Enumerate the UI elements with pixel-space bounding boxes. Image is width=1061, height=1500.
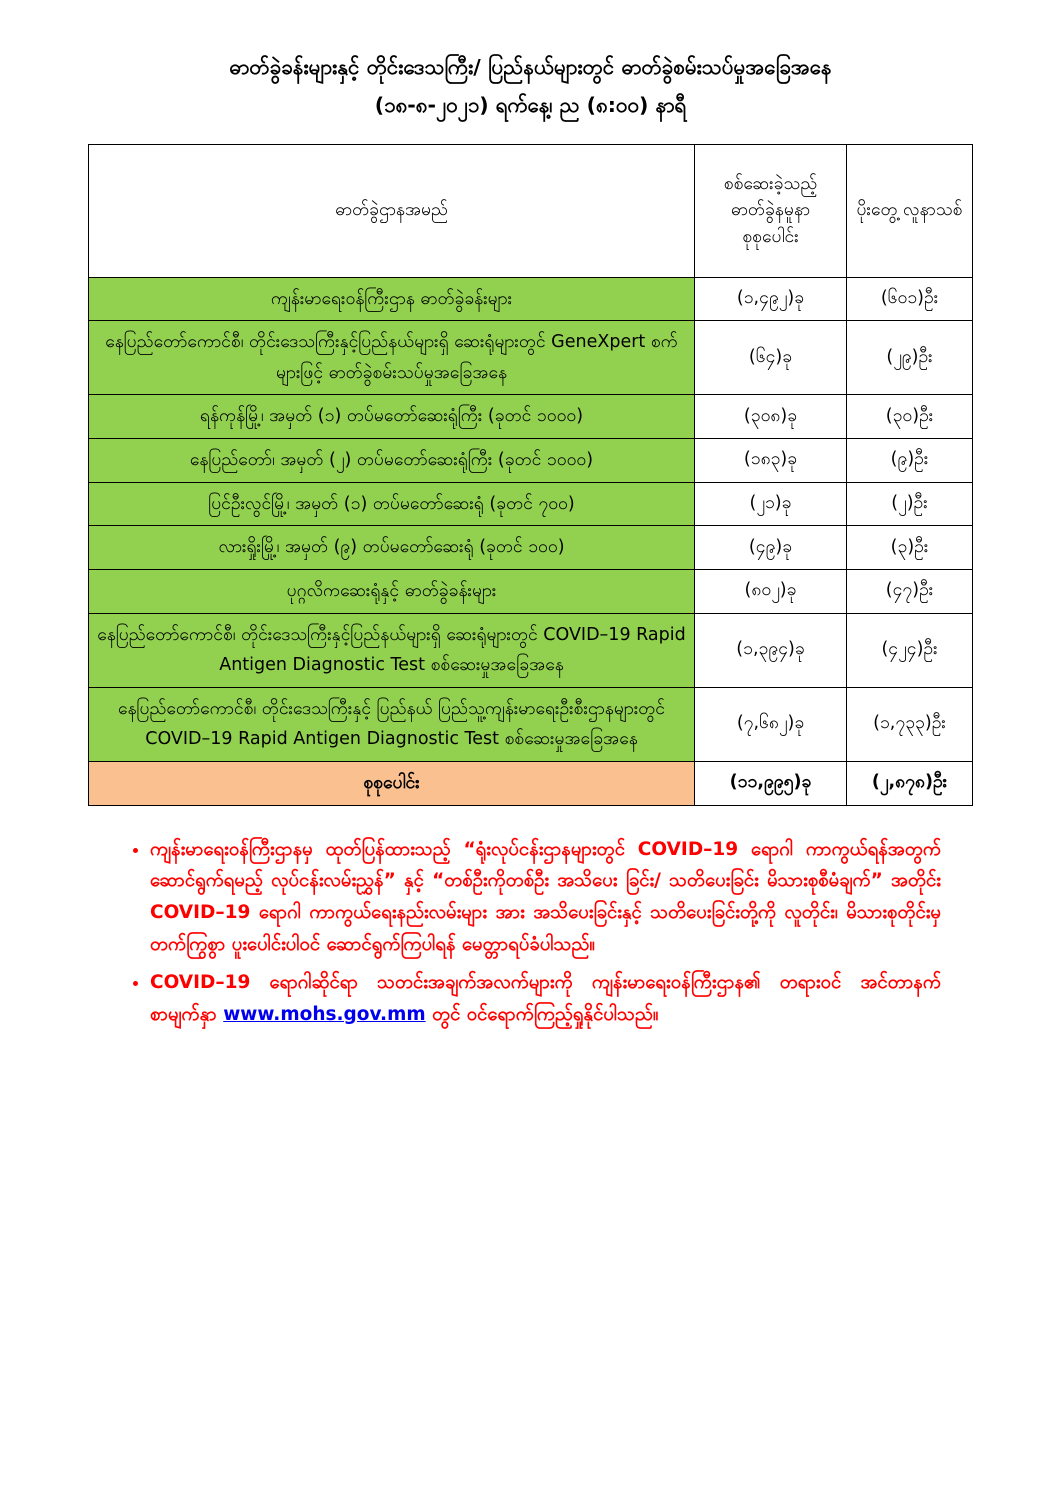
note-text-before-link: COVID–19 ရောဂါဆိုင်ရာ သတင်းအချက်အလက်များကို ကျန်းမာရေးဝန်ကြီးဌာန၏ တရားဝင် အင်တာနက်စာမျက်နှာ xyxy=(150,971,941,1025)
cell-total-tests: (၈၀၂)ခု xyxy=(695,569,847,613)
cell-total-cases: (၂,၈၇၈)ဦး xyxy=(847,762,973,806)
cell-new-cases: (၉)ဦး xyxy=(847,439,973,483)
cell-lab-name: နေပြည်တော်၊ အမှတ် (၂) တပ်မတော်ဆေးရုံကြီး (ခုတင် ၁၀၀၀) xyxy=(89,439,695,483)
cell-new-cases: (၃၀)ဦး xyxy=(847,395,973,439)
notes-list xyxy=(120,834,941,1031)
column-header-lab-name: ဓာတ်ခွဲဌာနအမည် xyxy=(89,144,695,277)
cell-total-tests: (၆၄)ခု xyxy=(695,321,847,395)
document-title-block xyxy=(58,52,1003,122)
table-total-row xyxy=(89,762,973,806)
cell-new-cases: (၃)ဦး xyxy=(847,526,973,570)
cell-new-cases: (၄၂၄)ဦး xyxy=(847,613,973,687)
notes-section xyxy=(120,834,941,1031)
cell-new-cases: (၄၇)ဦး xyxy=(847,569,973,613)
cell-lab-name: ရန်ကုန်မြို့၊ အမှတ် (၁) တပ်မတော်ဆေးရုံကြီး (ခုတင် ၁၀၀၀) xyxy=(89,395,695,439)
cell-lab-name: နေပြည်တော်ကောင်စီ၊ တိုင်းဒေသကြီးနှင့် ပြည်နယ် ပြည်သူ့ကျန်းမာရေးဦးစီးဌာနများတွင် COVID–19 Rapid Antigen Diagnostic Test စစ်ဆေးမှုအခြေအနေ xyxy=(89,687,695,761)
table-row xyxy=(89,482,973,526)
cell-total-tests: (၄၉)ခု xyxy=(695,526,847,570)
table-row xyxy=(89,613,973,687)
table-row xyxy=(89,439,973,483)
cell-lab-name: ပြင်ဦးလွင်မြို့၊ အမှတ် (၁) တပ်မတော်ဆေးရုံ (ခုတင် ၇၀၀) xyxy=(89,482,695,526)
table-row xyxy=(89,395,973,439)
mohs-website-link[interactable]: www.mohs.gov.mm xyxy=(223,1003,426,1025)
page-subtitle-datetime: (၁၈-၈-၂၀၂၁) ရက်နေ့၊ ည (၈:၀၀) နာရီ xyxy=(374,92,687,117)
table-row xyxy=(89,569,973,613)
cell-total-tests: (၁,၄၉၂)ခု xyxy=(695,277,847,321)
table-row xyxy=(89,321,973,395)
cell-total-tests: (၇,၆၈၂)ခု xyxy=(695,687,847,761)
table-body xyxy=(89,277,973,805)
cell-new-cases: (၂၉)ဦး xyxy=(847,321,973,395)
list-item xyxy=(150,967,941,1031)
page-title: ဓာတ်ခွဲခန်းများနှင့် တိုင်းဒေသကြီး/ ပြည်နယ်များတွင် ဓာတ်ခွဲစမ်းသပ်မှုအခြေအနေ xyxy=(229,55,832,79)
cell-lab-name: နေပြည်တော်ကောင်စီ၊ တိုင်းဒေသကြီးနှင့်ပြည်နယ်များရှိ ဆေးရုံများတွင် COVID–19 Rapid Antigen Diagnostic Test စစ်ဆေးမှုအခြေအနေ xyxy=(89,613,695,687)
cell-lab-name: နေပြည်တော်ကောင်စီ၊ တိုင်းဒေသကြီးနှင့်ပြည်နယ်များရှိ ဆေးရုံများတွင် GeneXpert စက်များဖြင့် ဓာတ်ခွဲစမ်းသပ်မှုအခြေအနေ xyxy=(89,321,695,395)
table-header-row xyxy=(89,144,973,277)
cell-total-tests: (၁,၃၉၄)ခု xyxy=(695,613,847,687)
cell-new-cases: (၆၀၁)ဦး xyxy=(847,277,973,321)
table-row xyxy=(89,277,973,321)
cell-lab-name: ကျန်းမာရေးဝန်ကြီးဌာန ဓာတ်ခွဲခန်းများ xyxy=(89,277,695,321)
lab-testing-table xyxy=(88,144,973,806)
cell-total-tests: (၁၁,၉၉၅)ခု xyxy=(695,762,847,806)
cell-total-tests: (၂၁)ခု xyxy=(695,482,847,526)
table-row xyxy=(89,526,973,570)
cell-total-tests: (၁၈၃)ခု xyxy=(695,439,847,483)
cell-new-cases: (၁,၇၃၃)ဦး xyxy=(847,687,973,761)
column-header-new-cases: ပိုးတွေ့ လူနာသစ် xyxy=(847,144,973,277)
cell-new-cases: (၂)ဦး xyxy=(847,482,973,526)
table-row xyxy=(89,687,973,761)
cell-lab-name: လားရှိုးမြို့၊ အမှတ် (၉) တပ်မတော်ဆေးရုံ (ခုတင် ၁၀၀) xyxy=(89,526,695,570)
list-item: • ကျန်းမာရေးဝန်ကြီးဌာနမှ ထုတ်ပြန်ထားသည့် “ရုံးလုပ်ငန်းဌာနများတွင် COVID–19 ရောဂါ ကာကွယ်ရန်အတွက် ဆောင်ရွက်ရမည့် လုပ်ငန်းလမ်းညွှန်” နှင့် “တစ်ဦးကိုတစ်ဦး အသိပေး ခြင်း/ သတိပေးခြင်း မိသားစုစီမံချက်” အတိုင်း COVID–19 ရောဂါ ကာကွယ်ရေးနည်းလမ်းများ အား အသိပေးခြင်းနှင့် သတိပေးခြင်းတို့ကို လူတိုင်း၊ မိသားစုတိုင်းမှ တက်ကြွစွာ ပူးပေါင်းပါဝင် ဆောင်ရွက်ကြပါရန် မေတ္တာရပ်ခံပါသည်။ xyxy=(150,834,941,961)
cell-lab-name: ပုဂ္ဂလိကဆေးရုံနှင့် ဓာတ်ခွဲခန်းများ xyxy=(89,569,695,613)
note-text-after-link: တွင် ဝင်ရောက်ကြည့်ရှုနိုင်ပါသည်။ xyxy=(425,1003,659,1025)
cell-total-label: စုစုပေါင်း xyxy=(89,762,695,806)
column-header-total-tests: စစ်ဆေးခဲ့သည့် ဓာတ်ခွဲနမူနာ စုစုပေါင်း xyxy=(695,144,847,277)
cell-total-tests: (၃၀၈)ခု xyxy=(695,395,847,439)
table-header xyxy=(89,144,973,277)
